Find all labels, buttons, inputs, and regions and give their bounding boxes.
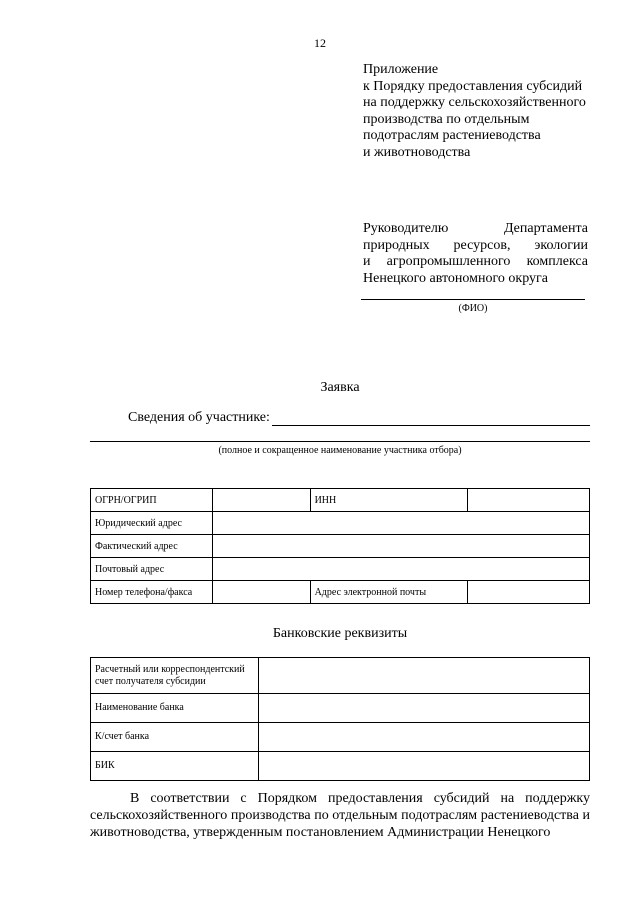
table-row <box>91 694 590 723</box>
phone-field[interactable] <box>212 581 310 604</box>
bik-field[interactable] <box>258 752 589 781</box>
table-row <box>91 723 590 752</box>
participant-details-table <box>90 488 590 604</box>
email-field[interactable] <box>468 581 590 604</box>
bank-details-table <box>90 657 590 781</box>
participant-label: Сведения об участнике: <box>128 410 270 425</box>
table-row <box>91 658 590 694</box>
table-row <box>91 752 590 781</box>
legal-address-field[interactable] <box>212 512 589 535</box>
bank-details-title: Банковские реквизиты <box>272 626 408 641</box>
bik-label: БИК <box>91 752 259 781</box>
actual-address-field[interactable] <box>212 535 589 558</box>
addressee-line: и агропромышленного комплекса <box>363 254 588 269</box>
addressee-line: природных ресурсов, экологии <box>363 237 588 253</box>
participant-name-line[interactable] <box>272 425 590 426</box>
table-row <box>91 581 590 604</box>
phone-label: Номер телефона/факса <box>91 581 213 604</box>
email-label: Адрес электронной почты <box>310 581 468 604</box>
postal-address-label: Почтовый адрес <box>91 558 213 581</box>
bank-name-label: Наименование банка <box>91 694 259 723</box>
account-field[interactable] <box>258 658 589 694</box>
table-row <box>91 535 590 558</box>
inn-label: ИНН <box>310 489 468 512</box>
participant-name-line-2[interactable] <box>90 441 590 442</box>
appendix-line: к Порядку предоставления субсидий <box>363 78 583 94</box>
bank-name-field[interactable] <box>258 694 589 723</box>
addressee-block <box>363 221 588 287</box>
addressee-line: Ненецкого автономного округа <box>363 270 548 286</box>
appendix-line: производства по отдельным <box>363 111 530 127</box>
legal-address-label: Юридический адрес <box>91 512 213 535</box>
table-row <box>91 489 590 512</box>
table-row <box>91 558 590 581</box>
participant-caption: (полное и сокращенное наименование участника отбора) <box>218 445 462 456</box>
appendix-line: Приложение <box>363 62 439 77</box>
fio-signature-line[interactable] <box>361 299 585 300</box>
inn-field[interactable] <box>468 489 590 512</box>
addressee-line: Руководителю Департамента <box>363 221 588 236</box>
fio-caption: (ФИО) <box>458 303 488 314</box>
ogrn-label: ОГРН/ОГРИП <box>91 489 213 512</box>
postal-address-field[interactable] <box>212 558 589 581</box>
account-label: Расчетный или корреспондентский счет получателя субсидии <box>91 658 259 694</box>
table-row <box>91 512 590 535</box>
ogrn-field[interactable] <box>212 489 310 512</box>
page-number: 12 <box>314 36 326 50</box>
appendix-header <box>363 62 603 161</box>
corr-account-field[interactable] <box>258 723 589 752</box>
body-paragraph: В соответствии с Порядком предоставления субсидий на поддержку сельскохозяйственного производства по отдельным подотраслям растениеводства и животноводства, утвержденным постановлением Администрации Ненецкого <box>90 791 590 840</box>
appendix-line: подотраслям растениеводства <box>363 128 541 143</box>
actual-address-label: Фактический адрес <box>91 535 213 558</box>
appendix-line: и животноводства <box>363 144 471 160</box>
appendix-line: на поддержку сельскохозяйственного <box>363 95 586 110</box>
form-title: Заявка <box>320 380 360 395</box>
corr-account-label: К/счет банка <box>91 723 259 752</box>
